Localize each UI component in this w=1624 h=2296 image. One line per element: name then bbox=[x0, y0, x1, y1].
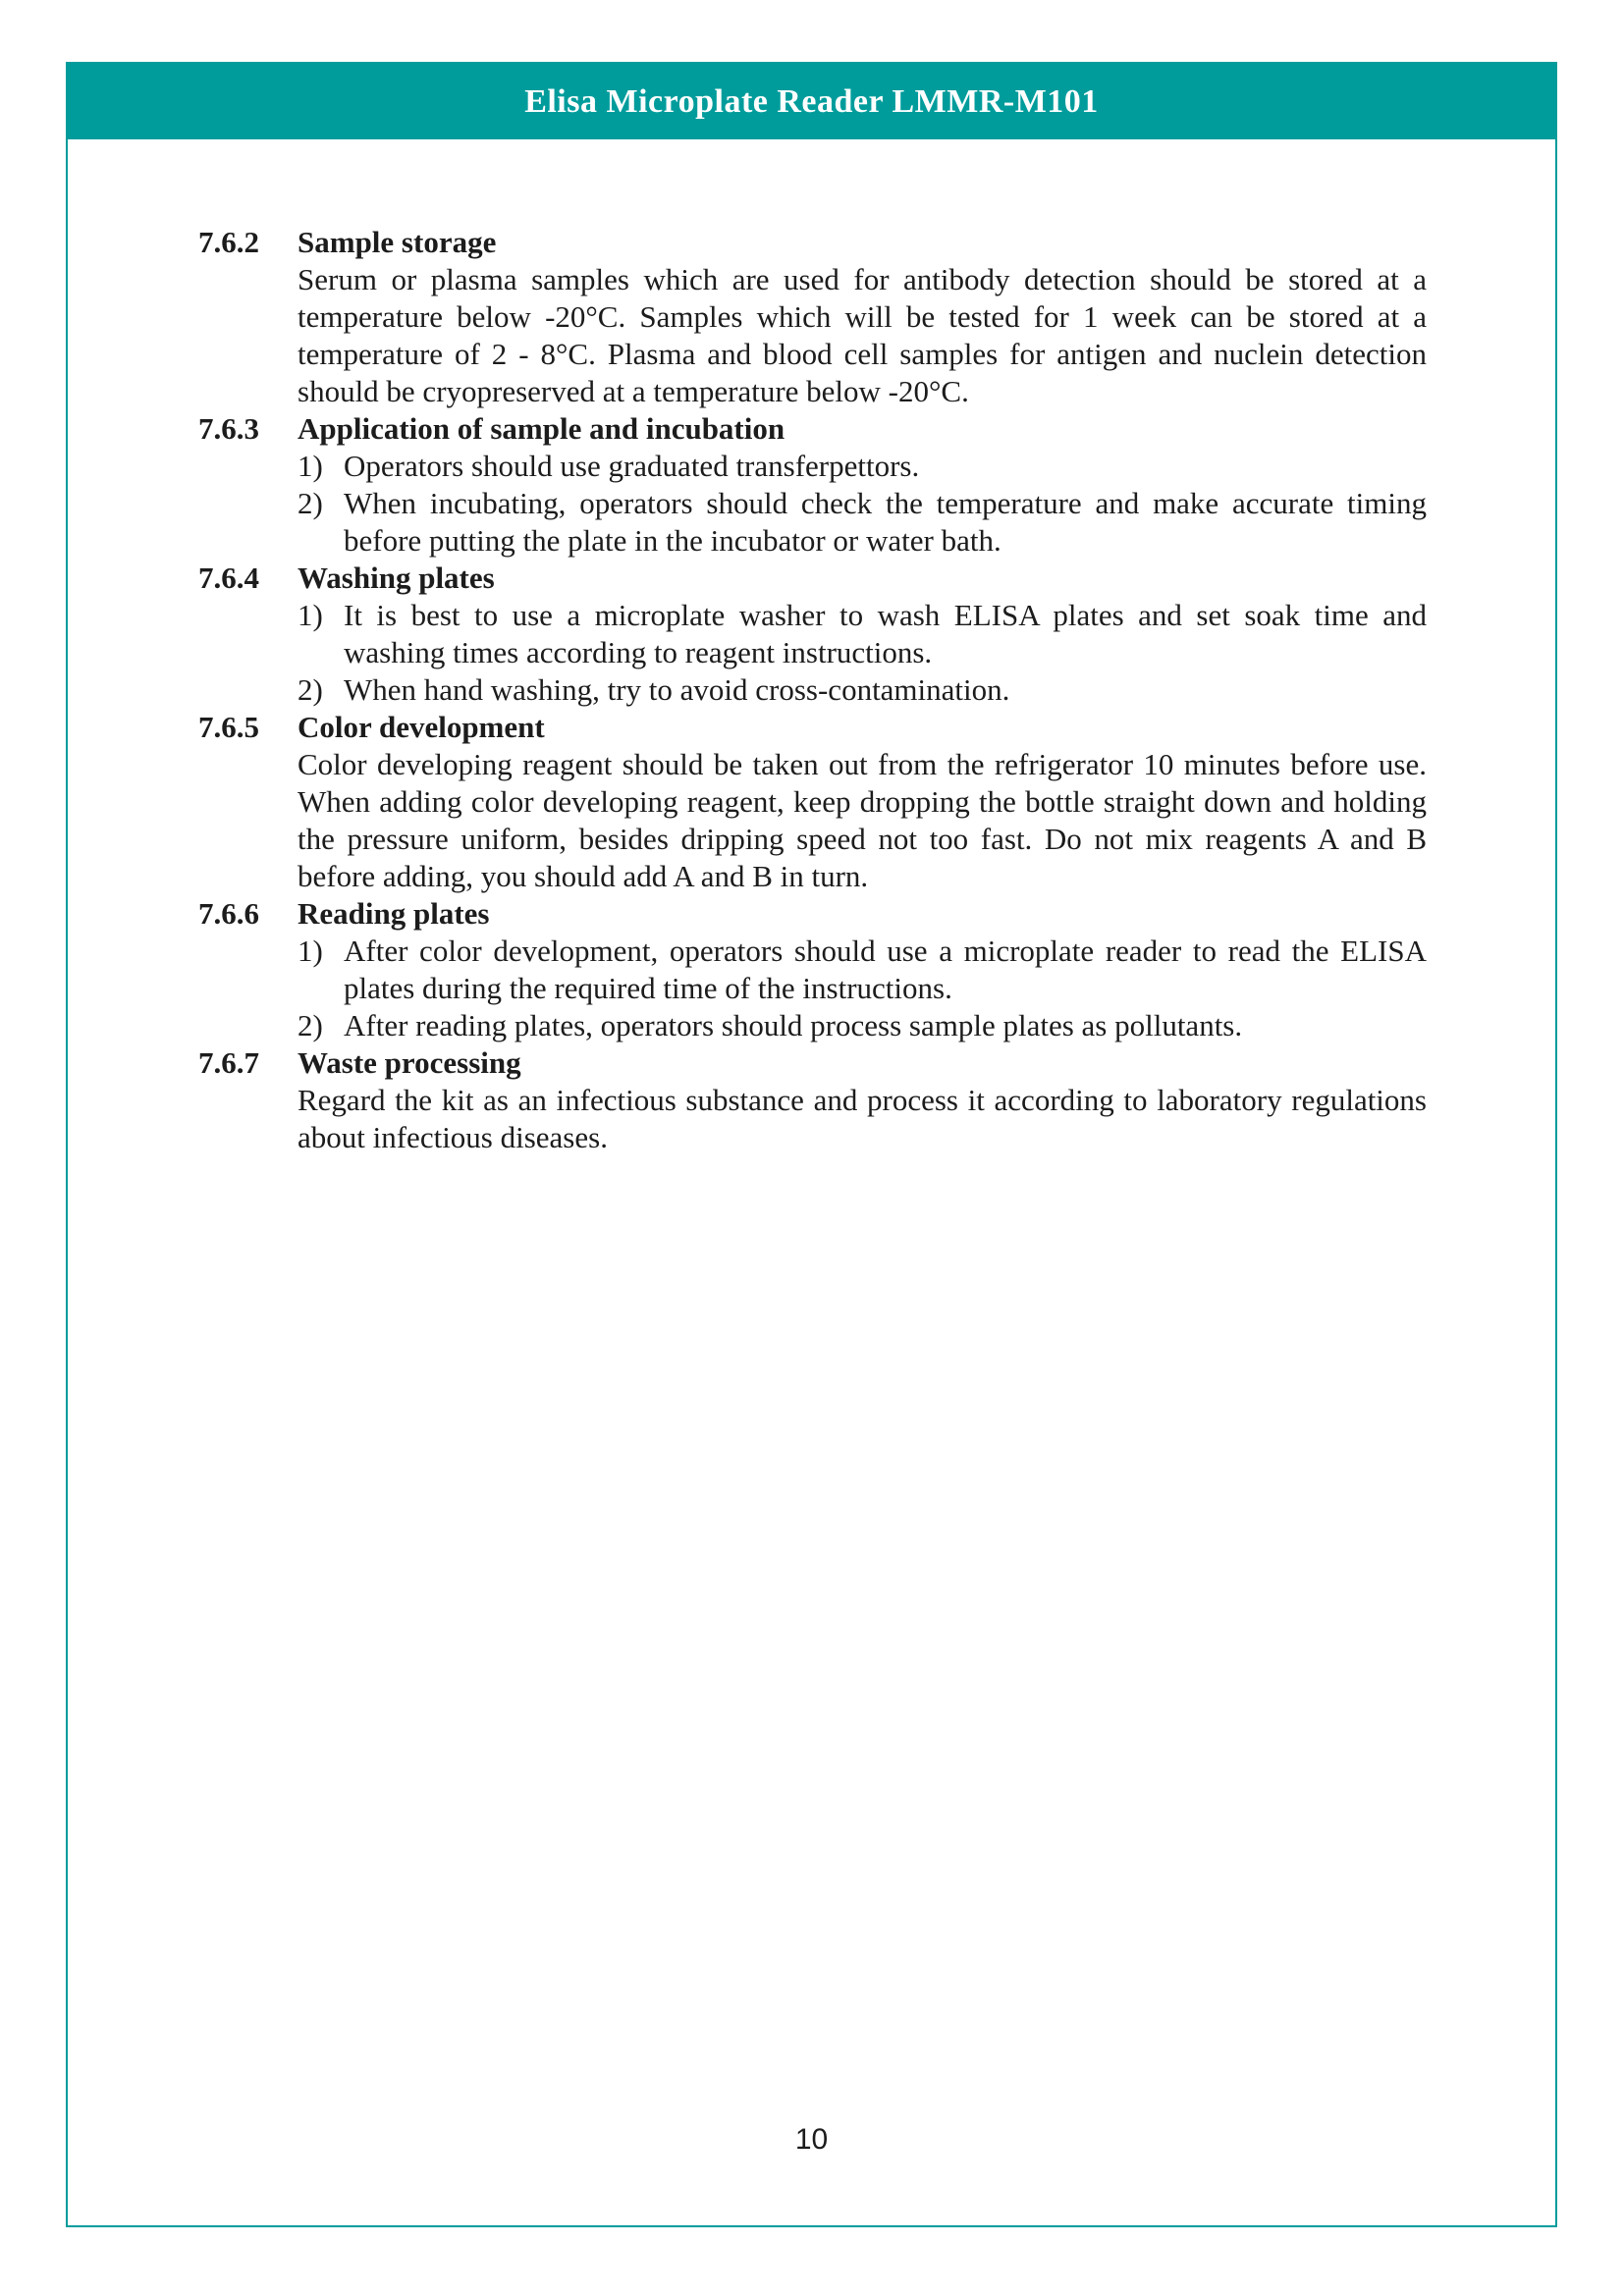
section-heading: Sample storage bbox=[298, 225, 497, 259]
section-body bbox=[298, 1044, 1427, 1156]
section-paragraph: Color developing reagent should be taken out from the refrigerator 10 minutes before use. When adding color developing reagent, keep dropping the bottle straight down and holding the pressure uniform, besides dripping speed not too fast. Do not mix reagents A and B before adding, you should add A and B in turn. bbox=[298, 747, 1427, 893]
list-marker: 2) bbox=[298, 672, 323, 707]
section-number: 7.6.6 bbox=[198, 896, 259, 931]
list-marker: 1) bbox=[298, 934, 323, 968]
list-text: After reading plates, operators should process sample plates as pollutants. bbox=[344, 1008, 1243, 1042]
document-content bbox=[68, 139, 1555, 1156]
list-text: When incubating, operators should check the temperature and make accurate timing before putting the plate in the incubator or water bath. bbox=[344, 486, 1427, 558]
list-item bbox=[298, 933, 1427, 1007]
section-number: 7.6.7 bbox=[198, 1045, 259, 1080]
list-item bbox=[298, 1007, 1427, 1044]
document-page bbox=[66, 62, 1557, 2227]
list-item bbox=[298, 671, 1427, 709]
section-number: 7.6.4 bbox=[198, 561, 259, 595]
list-item bbox=[298, 448, 1427, 485]
section-application-of-sample bbox=[198, 410, 1427, 560]
section-paragraph: Regard the kit as an infectious substance and process it according to laboratory regulations about infectious diseases. bbox=[298, 1083, 1427, 1154]
page-title: Elisa Microplate Reader LMMR-M101 bbox=[524, 82, 1099, 120]
section-heading: Reading plates bbox=[298, 896, 490, 931]
list-text: After color development, operators should use a microplate reader to read the ELISA plates during the required time of the instructions. bbox=[344, 934, 1427, 1005]
section-heading: Waste processing bbox=[298, 1045, 521, 1080]
section-number: 7.6.5 bbox=[198, 710, 259, 744]
section-waste-processing bbox=[198, 1044, 1427, 1156]
list-marker: 2) bbox=[298, 486, 323, 520]
section-body bbox=[298, 709, 1427, 895]
section-color-development bbox=[198, 709, 1427, 895]
section-body bbox=[298, 410, 1427, 560]
section-heading: Color development bbox=[298, 710, 545, 744]
list-marker: 1) bbox=[298, 598, 323, 632]
list-text: When hand washing, try to avoid cross-contamination. bbox=[344, 672, 1010, 707]
list-marker: 1) bbox=[298, 449, 323, 483]
page-number: 10 bbox=[794, 2123, 829, 2156]
section-number: 7.6.3 bbox=[198, 411, 259, 446]
section-heading: Washing plates bbox=[298, 561, 495, 595]
section-number: 7.6.2 bbox=[198, 225, 259, 259]
section-body bbox=[298, 560, 1427, 709]
section-body bbox=[298, 224, 1427, 410]
section-heading: Application of sample and incubation bbox=[298, 411, 785, 446]
section-sample-storage bbox=[198, 224, 1427, 410]
section-body bbox=[298, 895, 1427, 1044]
list-text: It is best to use a microplate washer to wash ELISA plates and set soak time and washing times according to reagent instructions. bbox=[344, 598, 1427, 669]
header-band bbox=[68, 64, 1555, 139]
list-item bbox=[298, 485, 1427, 560]
list-marker: 2) bbox=[298, 1008, 323, 1042]
section-reading-plates bbox=[198, 895, 1427, 1044]
list-text: Operators should use graduated transferpettors. bbox=[344, 449, 920, 483]
section-paragraph: Serum or plasma samples which are used for antibody detection should be stored at a temperature below -20°C. Samples which will be tested for 1 week can be stored at a temperature of 2 - 8°C. Plasma and blood cell samples for antigen and nuclein detection should be cryopreserved at a temperature below -20°C. bbox=[298, 262, 1427, 408]
section-washing-plates bbox=[198, 560, 1427, 709]
list-item bbox=[298, 597, 1427, 671]
